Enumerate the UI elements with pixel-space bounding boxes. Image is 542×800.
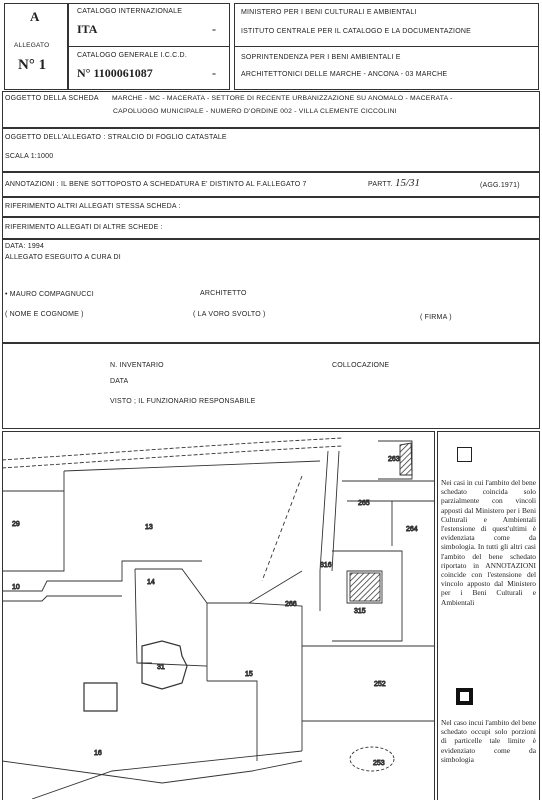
parcel-label-29: 29 [12, 521, 20, 528]
inventario-box [2, 343, 540, 429]
ministry-divider [234, 46, 539, 47]
parcel-label-253: 253 [373, 760, 385, 767]
scala-label: SCALA 1:1000 [5, 153, 54, 160]
catalog-int-value: ITA [77, 22, 98, 36]
catalog-dash-2: - [212, 66, 216, 80]
collocazione-label: COLLOCAZIONE [332, 362, 390, 369]
allegato-number: N° 1 [18, 57, 47, 73]
parcel-label-266: 266 [285, 601, 297, 608]
hatched-263 [400, 443, 412, 475]
parcel-label-13: 13 [145, 524, 153, 531]
ellipse-253 [350, 747, 394, 771]
firma-label: ( FIRMA ) [420, 314, 452, 321]
parcel-label-15: 15 [245, 671, 253, 678]
legend-symbol-outline [457, 447, 472, 462]
parcel-label-14: 14 [147, 579, 155, 586]
riferimenti-stessa: RIFERIMENTO ALTRI ALLEGATI STESSA SCHEDA : [5, 203, 181, 210]
compilatore-nome: • MAURO COMPAGNUCCI [5, 291, 94, 298]
compilazione-eseguito: ALLEGATO ESEGUITO A CURA DI [5, 254, 121, 261]
legend-note-1: Nei casi in cui l'ambito del bene schedato coincida solo parzialmente con vincoli apposti dal Ministero per i Beni Culturali e Ambientali l'estensione di quest'ultimi è evidenziata come da simbologia. In tutti gli altri casi l'ambito del bene schedato riportato in ANNOTAZIONI coincide con l'estensione del vincolo apposto dal Ministero per i Beni Culturali e Ambientali [441, 478, 536, 607]
nome-cognome-label: ( NOME E COGNOME ) [5, 311, 84, 318]
catalog-gen-value: N° 1100061087 [77, 66, 153, 80]
header-letter: A [30, 9, 40, 24]
partt-label: PARTT. [368, 181, 393, 188]
parcel-label-264: 264 [406, 526, 418, 533]
legend-symbol-bold [456, 688, 473, 705]
inventario-data-label: DATA [110, 378, 129, 385]
parcel-label-16: 16 [94, 750, 102, 757]
dashed-path [262, 476, 302, 581]
oggetto-scheda-line-1: MARCHE - MC - MACERATA - SETTORE DI RECENTE URBANIZZAZIONE SU ANOMALO - MACERATA - [112, 95, 453, 102]
partt-value: 15/31 [395, 177, 421, 189]
annotazioni-text: ANNOTAZIONI : IL BENE SOTTOPOSTO A SCHEDATURA E' DISTINTO AL F.ALLEGATO 7 [5, 181, 307, 188]
road-top [2, 438, 342, 468]
catalog-int-label: CATALOGO INTERNAZIONALE [77, 8, 183, 15]
compilatore-qualifica: ARCHITETTO [200, 290, 247, 297]
ministry-line-2: ISTITUTO CENTRALE PER IL CATALOGO E LA DOCUMENTAZIONE [241, 28, 471, 35]
visto-label: VISTO ; IL FUNZIONARIO RESPONSABILE [110, 398, 256, 405]
compilazione-data: DATA: 1994 [5, 243, 45, 250]
riferimenti-altre: RIFERIMENTO ALLEGATI DI ALTRE SCHEDE : [5, 224, 163, 231]
parcel-label-263: 263 [388, 456, 400, 463]
road-vertical [320, 451, 339, 611]
n-inventario-label: N. INVENTARIO [110, 362, 164, 369]
oggetto-scheda-line-2: CAPOLUOGO MUNICIPALE - NUMERO D'ORDINE 002 - VILLA CLEMENTE CICCOLINI [113, 108, 397, 115]
ministry-line-4: ARCHITETTONICI DELLE MARCHE - ANCONA - 03 MARCHE [241, 71, 448, 78]
parcel-label-31: 31 [157, 664, 165, 671]
agg-label: (AGG.1971) [480, 182, 520, 189]
allegato-label: ALLEGATO [14, 42, 50, 49]
ministry-line-3: SOPRINTENDENZA PER I BENI AMBIENTALI E [241, 54, 401, 61]
catalog-divider [68, 46, 230, 47]
cadastral-map [2, 431, 435, 799]
lavoro-svolto-label: ( LA VORO SVOLTO ) [193, 311, 266, 318]
catalog-gen-label: CATALOGO GENERALE I.C.C.D. [77, 52, 187, 59]
ministry-line-1: MINISTERO PER I BENI CULTURALI E AMBIENTALI [241, 9, 417, 16]
legend-note-2: Nel caso incui l'ambito del bene schedato occupi solo porzioni di particelle tale limite è evidenziato come da simbologia [441, 718, 536, 764]
catalog-dash-1: - [212, 22, 216, 36]
building-annex [84, 683, 117, 711]
parcel-label-315: 315 [354, 608, 366, 615]
boundary-bottom [2, 761, 302, 783]
parcel-label-252: 252 [374, 681, 386, 688]
parcel-label-10: 10 [12, 584, 20, 591]
parcel-boundaries [2, 441, 435, 799]
oggetto-allegato-label: OGGETTO DELL'ALLEGATO : STRALCIO DI FOGLIO CATASTALE [5, 134, 227, 141]
parcel-label-265: 265 [358, 500, 370, 507]
parcel-label-316: 316 [320, 562, 332, 569]
oggetto-scheda-label: OGGETTO DELLA SCHEDA [5, 95, 99, 102]
hatched-315 [350, 573, 380, 601]
